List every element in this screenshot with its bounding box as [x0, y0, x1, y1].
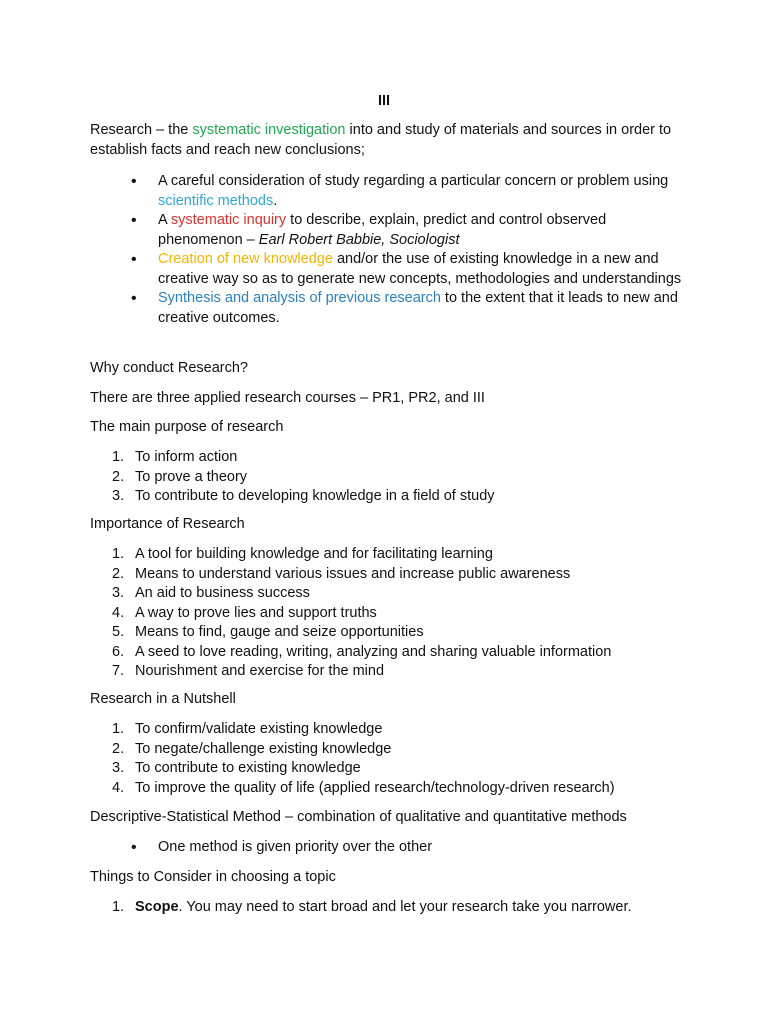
nutshell-item-4: 4. To improve the quality of life (applied research/technology-driven research)	[112, 779, 615, 796]
definition-item-2	[130, 211, 690, 250]
importance-list	[112, 545, 690, 682]
bullet-icon: •	[131, 839, 137, 856]
definition-item-4	[130, 289, 690, 328]
nutshell-item-2-text: To negate/challenge existing knowledge	[135, 740, 392, 757]
importance-item-3: 3. An aid to business success	[112, 585, 310, 601]
courses-text: There are three applied research courses – PR1, PR2, and III	[90, 390, 485, 406]
purpose-heading: The main purpose of research	[90, 419, 284, 435]
intro-after: into and study of materials and sources in order to establish facts and reach new conclusions;	[90, 122, 672, 158]
importance-item-6-text: A seed to love reading, writing, analyzing and sharing valuable information	[135, 643, 612, 660]
method-heading: Descriptive-Statistical Method – combination of qualitative and quantitative methods	[90, 809, 627, 825]
method-item-1-text: One method is given priority over the other	[158, 839, 433, 855]
nutshell-item-1-text: To confirm/validate existing knowledge	[135, 721, 383, 737]
nutshell-item-2: 2. To negate/challenge existing knowledge	[112, 740, 392, 757]
importance-heading: Importance of Research	[90, 516, 245, 532]
definition-3-highlight: Creation of new knowledge	[158, 251, 333, 267]
purpose-item-3-text: To contribute to developing knowledge in a field of study	[135, 488, 495, 504]
method-item-1	[130, 838, 690, 858]
nutshell-item-3-text: To contribute to existing knowledge	[135, 760, 361, 776]
importance-item-1: 1. A tool for building knowledge and for facilitating learning	[112, 546, 493, 562]
bullet-icon: •	[131, 251, 137, 268]
importance-item-2: 2. Means to understand various issues and increase public awareness	[112, 565, 571, 582]
nutshell-item-3: 3. To contribute to existing knowledge	[112, 760, 361, 776]
bullet-icon: •	[131, 290, 137, 307]
definition-3-post: and/or the use of existing knowledge in a new and creative way so as to generate new concepts, methodologies and understandings	[158, 251, 682, 287]
nutshell-heading: Research in a Nutshell	[90, 691, 236, 707]
intro-before: Research – the	[90, 122, 193, 138]
importance-item-2-text: Means to understand various issues and increase public awareness	[135, 565, 571, 582]
importance-item-7: 7. Nourishment and exercise for the mind	[112, 663, 385, 679]
definition-1-post: .	[273, 192, 278, 209]
nutshell-item-4-text: To improve the quality of life (applied research/technology-driven research)	[135, 779, 615, 796]
definition-item-3	[130, 250, 690, 289]
purpose-item-2: 2. To prove a theory	[112, 468, 248, 485]
purpose-item-1-text: To inform action	[135, 449, 238, 465]
purpose-item-1: 1. To inform action	[112, 449, 238, 465]
purpose-item-2-text: To prove a theory	[135, 468, 248, 485]
nutshell-item-1: 1. To confirm/validate existing knowledge	[112, 721, 383, 737]
purpose-list	[112, 448, 690, 507]
definition-2-highlight: systematic inquiry	[170, 212, 287, 228]
definitions-list	[130, 172, 690, 328]
method-list	[130, 838, 690, 858]
importance-item-7-text: Nourishment and exercise for the mind	[135, 663, 385, 679]
bullet-icon: •	[131, 212, 137, 229]
topic-item-1-text: . You may need to start broad and let your research take you narrower.	[178, 899, 632, 915]
definition-1-pre: A careful consideration of study regarding a particular concern or problem using	[158, 173, 669, 189]
definition-4-post: to the extent that it leads to new and creative outcomes.	[158, 290, 678, 326]
importance-item-6: 6. A seed to love reading, writing, analyzing and sharing valuable information	[112, 643, 612, 660]
nutshell-list	[112, 720, 690, 798]
definition-4-highlight: Synthesis and analysis of previous research	[158, 290, 441, 306]
importance-item-1-text: A tool for building knowledge and for facilitating learning	[135, 546, 493, 562]
importance-item-5: 5. Means to find, gauge and seize opportunities	[112, 624, 424, 640]
intro-highlight: systematic investigation	[192, 122, 346, 138]
importance-item-5-text: Means to find, gauge and seize opportunities	[135, 624, 424, 640]
importance-item-3-text: An aid to business success	[135, 585, 310, 601]
definition-2-attribution: Earl Robert Babbie, Sociologist	[258, 231, 460, 248]
why-heading: Why conduct Research?	[90, 360, 248, 376]
topic-item-1-bold: Scope	[135, 899, 179, 915]
definition-item-1	[130, 172, 690, 211]
intro-paragraph	[90, 121, 690, 160]
definition-2-post: to describe, explain, predict and control observed phenomenon –	[158, 212, 607, 248]
definition-2-pre: A	[158, 212, 171, 228]
page-title: III	[377, 93, 391, 109]
bullet-icon: •	[131, 173, 137, 190]
topic-heading: Things to Consider in choosing a topic	[90, 869, 336, 885]
importance-item-4-text: A way to prove lies and support truths	[135, 604, 377, 621]
topic-item-1: 1. Scope. You may need to start broad and let your research take you narrower.	[112, 899, 632, 915]
purpose-item-3: 3. To contribute to developing knowledge in a field of study	[112, 488, 495, 504]
importance-item-4: 4. A way to prove lies and support truths	[112, 604, 377, 621]
definition-1-highlight: scientific methods	[158, 192, 274, 209]
topic-list	[112, 898, 690, 918]
